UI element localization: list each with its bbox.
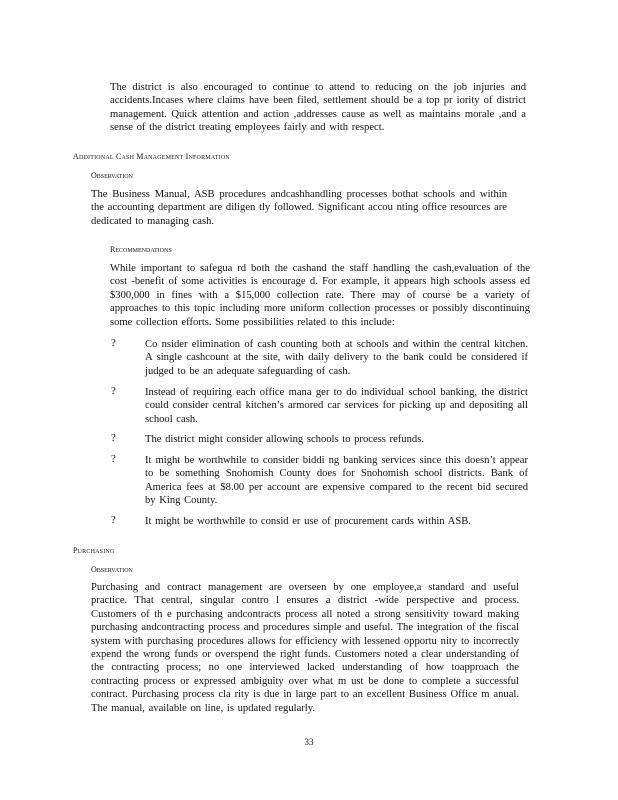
bullet-icon: ?: [111, 515, 116, 526]
section-heading-purchasing: Purchasing: [73, 546, 115, 555]
section-heading-cash-management: Additional Cash Management Information: [73, 152, 230, 161]
list-item: Instead of requiring each office mana ger to do individual school banking, the district could consider central kitchen’s armored car services for picking up and depositing all school cash.: [145, 387, 528, 425]
purchasing-observation-paragraph: Purchasing and contract management are overseen by one employee,a standard and useful practice. That central, singular contro l ensures a district -wide perspective and process. Customers of th e purchasing andcontracts process all noted a strong sensitivity toward making purchasing andcontracting process and procedures simple and useful. The integration of the fiscal system with purchasing procedures allows for efficiency with lessened opportu nity to incorrectly expend the wrong funds or overspend the right funds. Customers noted a clear understanding of the contracting process; no one interviewed lacked understanding of how toapproach the contracting process or expressed ambiguity over what m ust be done to complete a successful contract. Purchasing process cla rity is due in large part to an excellent Business Office m anual. The manual, available on line, is updated regularly.: [91, 582, 519, 714]
purchasing-observation-heading: Observation: [91, 565, 133, 574]
cash-observation-heading: Observation: [91, 171, 133, 180]
list-item: It might be worthwhile to consid er use of procurement cards within ASB.: [145, 516, 471, 527]
list-item: Co nsider elimination of cash counting both at schools and within the central kitchen. A single cashcount at the site, with daily delivery to the bank could be considered if judged to be an adequate safeguarding of cash.: [145, 339, 528, 377]
bullet-icon: ?: [111, 338, 116, 349]
cash-recommendations-heading: Recommendations: [110, 245, 172, 254]
cash-observation-paragraph: The Business Manual, ASB procedures andcashhandling processes bothat schools and within the accounting department are diligen tly followed. Significant accou nting office resources are dedicated to managing cash.: [91, 189, 507, 227]
cash-recommendations-paragraph: While important to safegua rd both the cashand the staff handling the cash,evaluation of the cost -benefit of some activities is encourage d. For example, it appears high schools assess ed $300,000 in fines with a $15,000 collection rate. There may of course be a variety of approaches to this topic including more uniform collection processes or possibly discontinuing some collection efforts. Some possibilities related to this include:: [110, 263, 530, 328]
list-item: The district might consider allowing schools to process refunds.: [145, 434, 424, 445]
intro-paragraph: The district is also encouraged to continue to attend to reducing on the job injuries and accidents.Incases where claims have been filed, settlement should be a top pr iority of district management. Quick attention and action ,addresses cause as well as maintains morale ,and a sense of the district treating employees fairly and with respect.: [110, 82, 526, 134]
bullet-icon: ?: [111, 433, 116, 444]
page-number: 33: [304, 737, 314, 747]
bullet-icon: ?: [111, 454, 116, 465]
bullet-icon: ?: [111, 386, 116, 397]
list-item: It might be worthwhile to consider biddi ng banking services since this doesn’t appear to be something Snohomish County does for Snohomish school districts. Bank of America fees at $8.00 per account are expensive compared to the recent bid secured by King County.: [145, 455, 528, 507]
